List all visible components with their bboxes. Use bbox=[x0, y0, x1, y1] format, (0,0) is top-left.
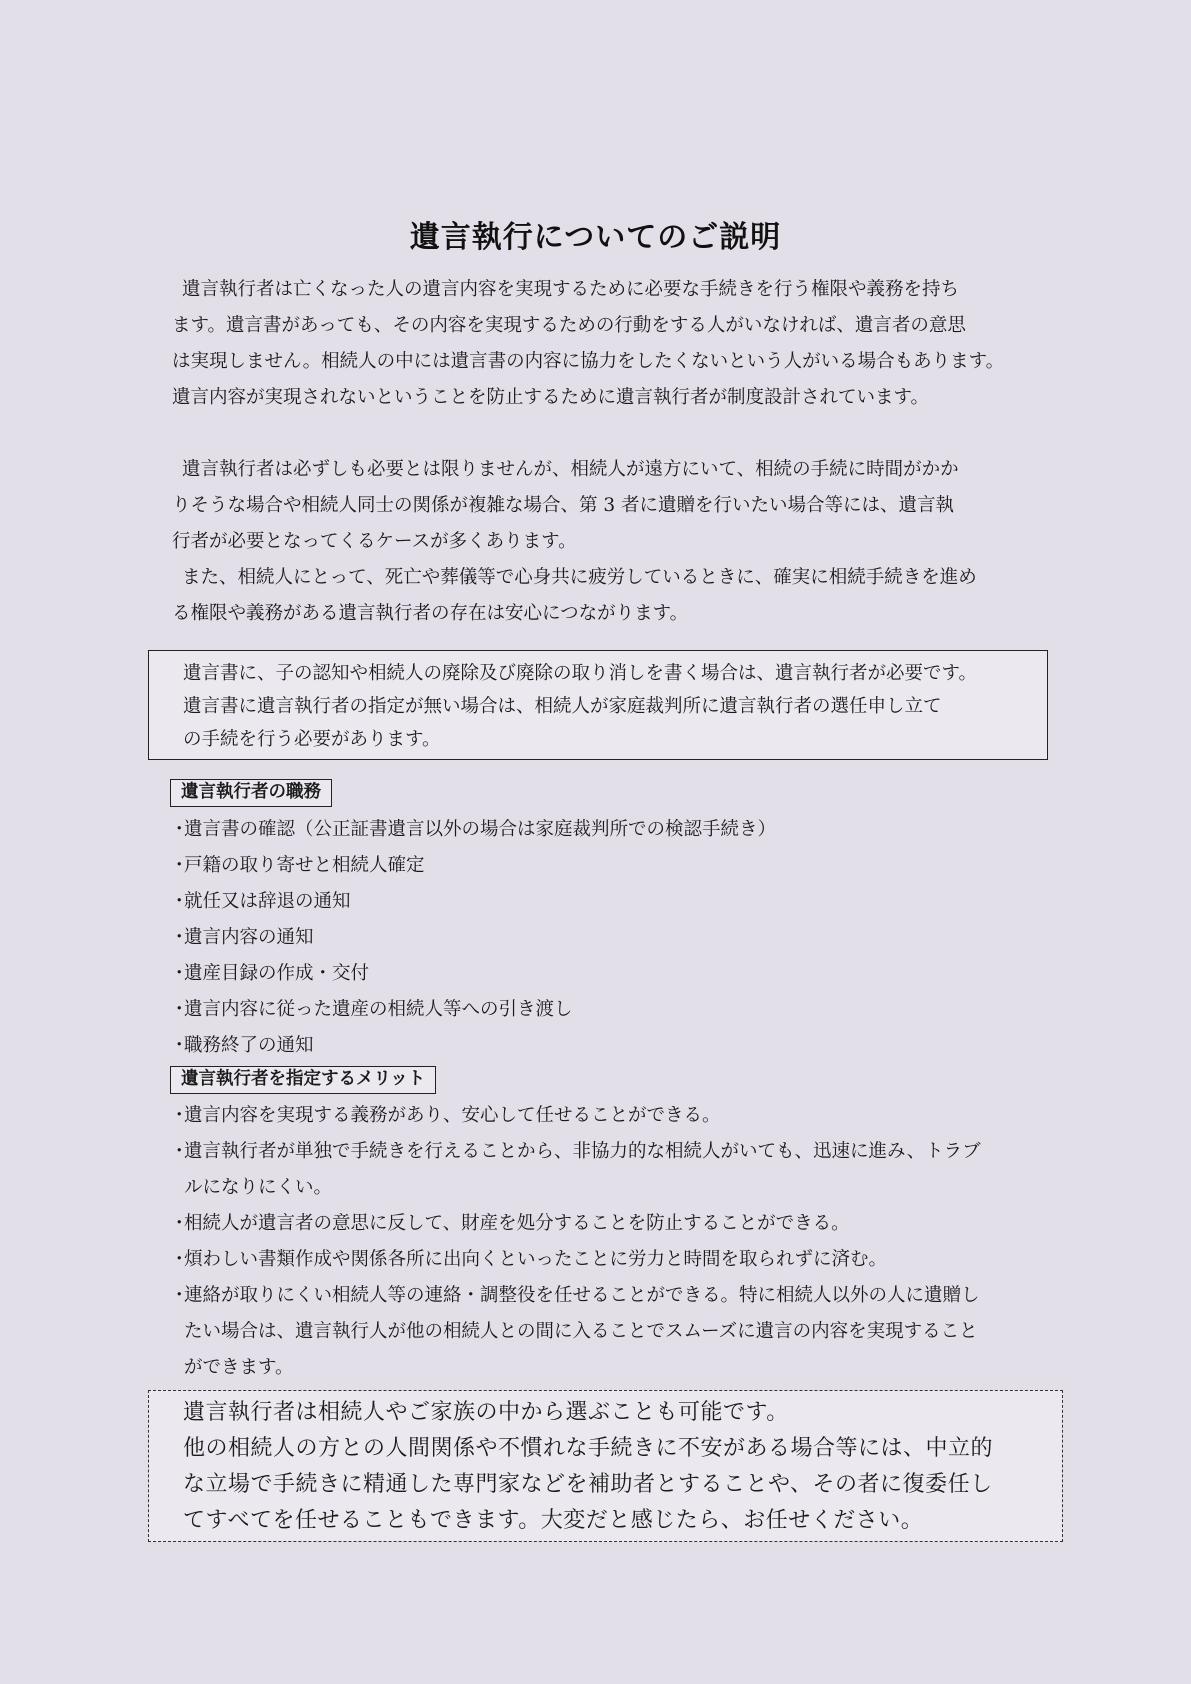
necessity-paragraph bbox=[172, 452, 1052, 560]
bullet: ・ bbox=[170, 1249, 189, 1270]
duty-text: 職務終了の通知 bbox=[184, 1035, 314, 1056]
necessity-line: 行者が必要となってくるケースが多くあります。 bbox=[172, 531, 577, 552]
closing-line: てすべてを任せることもできます。大変だと感じたら、お任せください。 bbox=[183, 1508, 924, 1533]
bullet: ・ bbox=[170, 819, 189, 840]
necessity-line: りそうな場合や相続人同士の関係が複雑な場合、第 3 者に遺贈を行いたい場合等には、遺言執 bbox=[172, 495, 955, 516]
necessity-line: 遺言執行者は必ずしも必要とは限りませんが、相続人が遠方にいて、相続の手続に時間がかか bbox=[182, 459, 959, 480]
duty-text: 就任又は辞退の通知 bbox=[184, 891, 351, 912]
merit-text: 遺言執行者が単独で手続きを行えることから、非協力的な相続人がいても、迅速に進み、トラブ bbox=[184, 1141, 981, 1162]
merits-list bbox=[170, 1098, 981, 1386]
merit-text: 相続人が遺言者の意思に反して、財産を処分することを防止することができる。 bbox=[184, 1213, 850, 1234]
duties-list bbox=[170, 812, 776, 1064]
duty-text: 遺言内容の通知 bbox=[184, 927, 314, 948]
duty-text: 遺言内容に従った遺産の相続人等への引き渡し bbox=[184, 999, 573, 1020]
reassurance-line: る権限や義務がある遺言執行者の存在は安心につながります。 bbox=[172, 603, 689, 624]
reassurance-line: また、相続人にとって、死亡や葬儀等で心身共に疲労しているときに、確実に相続手続きを進め bbox=[182, 567, 977, 588]
bullet: ・ bbox=[170, 927, 189, 948]
duties-heading: 遺言執行者の職務 bbox=[170, 779, 332, 807]
list-item bbox=[170, 1028, 776, 1064]
intro-line: ます。遺言書があっても、その内容を実現するための行動をする人がいなければ、遺言者の意思 bbox=[172, 315, 966, 336]
bullet: ・ bbox=[170, 1035, 189, 1056]
intro-line: 遺言内容が実現されないということを防止するために遺言執行者が制度設計されています。 bbox=[172, 387, 930, 408]
duty-text: 戸籍の取り寄せと相続人確定 bbox=[184, 855, 425, 876]
list-item bbox=[170, 1098, 981, 1134]
list-item bbox=[170, 848, 776, 884]
merit-text: 連絡が取りにくい相続人等の連絡・調整役を任せることができる。特に相続人以外の人に遺贈し bbox=[184, 1285, 980, 1306]
bullet: ・ bbox=[170, 1141, 189, 1162]
merit-text: ができます。 bbox=[184, 1357, 294, 1378]
merits-heading: 遺言執行者を指定するメリット bbox=[170, 1066, 436, 1094]
merit-text: たい場合は、遺言執行人が他の相続人との間に入ることでスムーズに遺言の内容を実現すること bbox=[184, 1321, 978, 1342]
notice-box bbox=[148, 650, 1048, 760]
bullet: ・ bbox=[170, 855, 189, 876]
bullet: ・ bbox=[170, 1285, 189, 1306]
intro-paragraph bbox=[172, 272, 1052, 416]
list-item bbox=[170, 956, 776, 992]
intro-line: は実現しません。相続人の中には遺言書の内容に協力をしたくないという人がいる場合もあります。 bbox=[172, 351, 1005, 372]
reassurance-paragraph bbox=[172, 560, 1052, 632]
list-item bbox=[170, 1134, 981, 1206]
list-item bbox=[170, 1242, 981, 1278]
intro-line: 遺言執行者は亡くなった人の遺言内容を実現するために必要な手続きを行う権限や義務を持ち bbox=[182, 279, 960, 300]
duty-text: 遺産目録の作成・交付 bbox=[184, 963, 370, 984]
closing-line: 遺言執行者は相続人やご家族の中から選ぶことも可能です。 bbox=[183, 1400, 789, 1425]
bullet: ・ bbox=[170, 891, 189, 912]
page-title: 遺言執行についてのご説明 bbox=[409, 220, 782, 255]
notice-line: 遺言書に、子の認知や相続人の廃除及び廃除の取り消しを書く場合は、遺言執行者が必要です。 bbox=[183, 663, 978, 684]
bullet: ・ bbox=[170, 1105, 189, 1126]
list-item bbox=[170, 812, 776, 848]
closing-line: 他の相続人の方との人間関係や不慣れな手続きに不安がある場合等には、中立的 bbox=[183, 1436, 994, 1461]
merit-text: ルになりにくい。 bbox=[184, 1177, 333, 1198]
notice-line: の手続を行う必要があります。 bbox=[183, 729, 441, 750]
merit-text: 遺言内容を実現する義務があり、安心して任せることができる。 bbox=[184, 1105, 721, 1126]
bullet: ・ bbox=[170, 999, 189, 1020]
closing-box bbox=[148, 1390, 1063, 1542]
merit-text: 煩わしい書類作成や関係各所に出向くといったことに労力と時間を取られずに済む。 bbox=[184, 1249, 888, 1270]
bullet: ・ bbox=[170, 1213, 189, 1234]
notice-line: 遺言書に遺言執行者の指定が無い場合は、相続人が家庭裁判所に遺言執行者の選任申し立て bbox=[183, 696, 942, 717]
list-item bbox=[170, 920, 776, 956]
list-item bbox=[170, 1278, 981, 1386]
list-item bbox=[170, 1206, 981, 1242]
list-item bbox=[170, 884, 776, 920]
bullet: ・ bbox=[170, 963, 189, 984]
closing-line: な立場で手続きに精通した専門家などを補助者とすることや、その者に復委任し bbox=[183, 1472, 993, 1497]
duty-text: 遺言書の確認（公正証書遺言以外の場合は家庭裁判所での検認手続き） bbox=[184, 819, 777, 840]
list-item bbox=[170, 992, 776, 1028]
